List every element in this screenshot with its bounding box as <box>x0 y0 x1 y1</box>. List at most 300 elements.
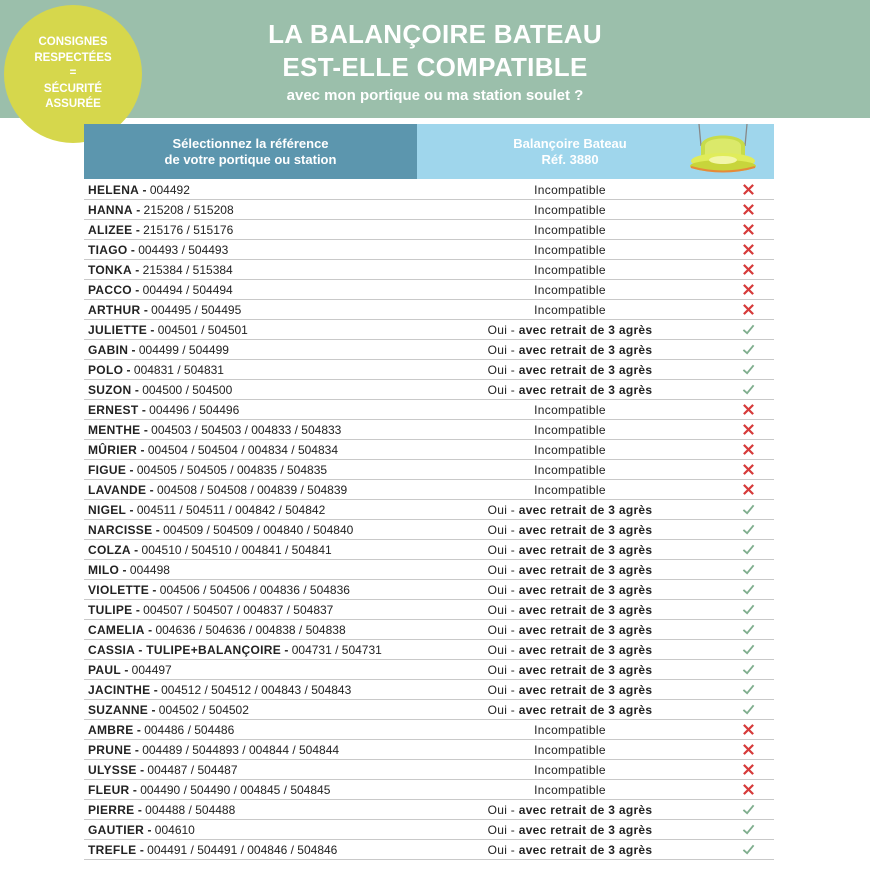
table-row <box>84 400 774 420</box>
separator: - <box>122 562 127 577</box>
compatibility-detail: avec retrait de 3 agrès <box>518 562 653 577</box>
table-row <box>84 380 774 400</box>
table-row <box>84 240 774 260</box>
table-row <box>84 680 774 700</box>
reference-cell <box>84 263 417 277</box>
model-name: ERNEST <box>88 402 139 417</box>
status-mark <box>723 843 774 856</box>
compatibility-cell <box>417 203 723 217</box>
check-icon <box>742 343 755 356</box>
model-name: MILO <box>88 562 120 577</box>
compatibility-cell <box>417 523 723 537</box>
status-mark <box>723 783 774 796</box>
compatibility-cell <box>417 343 723 357</box>
table-row <box>84 800 774 820</box>
cross-icon <box>742 463 755 476</box>
compatibility-detail: avec retrait de 3 agrès <box>518 822 653 837</box>
separator: - <box>136 722 141 737</box>
cross-icon <box>742 443 755 456</box>
table-row <box>84 700 774 720</box>
compatibility-cell <box>417 243 723 257</box>
compatibility-cell <box>417 323 723 337</box>
compatibility-status: Oui - <box>487 582 519 597</box>
reference-cell <box>84 383 417 397</box>
check-icon <box>742 503 755 516</box>
model-name: GABIN <box>88 342 129 357</box>
compatibility-detail: avec retrait de 3 agrès <box>518 542 653 557</box>
compatibility-status: Incompatible <box>534 722 606 737</box>
model-name: FLEUR <box>88 782 130 797</box>
compatibility-status: Incompatible <box>534 182 606 197</box>
model-codes: 004508 / 504508 / 004839 / 504839 <box>157 482 348 497</box>
reference-cell <box>84 483 417 497</box>
title-line-1: LA BALANÇOIRE BATEAU <box>268 19 602 49</box>
model-codes: 004493 / 504493 <box>138 242 229 257</box>
status-mark <box>723 683 774 696</box>
model-name: COLZA <box>88 542 131 557</box>
model-codes: 004731 / 504731 <box>291 642 382 657</box>
compatibility-cell <box>417 303 723 317</box>
status-mark <box>723 463 774 476</box>
compatibility-status: Oui - <box>487 522 519 537</box>
cross-icon <box>742 423 755 436</box>
model-codes: 004502 / 504502 <box>158 702 249 717</box>
model-codes: 215384 / 515384 <box>142 262 233 277</box>
badge-line-4: SÉCURITÉ <box>43 82 103 95</box>
separator: - <box>136 202 141 217</box>
model-name: JULIETTE <box>88 322 148 337</box>
table-row <box>84 260 774 280</box>
table-row <box>84 280 774 300</box>
model-codes: 004496 / 504496 <box>149 402 240 417</box>
separator: - <box>143 422 148 437</box>
reference-cell <box>84 803 417 817</box>
reference-cell <box>84 763 417 777</box>
model-codes: 004500 / 504500 <box>142 382 233 397</box>
compatibility-cell <box>417 783 723 797</box>
compatibility-cell <box>417 363 723 377</box>
reference-cell <box>84 543 417 557</box>
status-mark <box>723 503 774 516</box>
reference-cell <box>84 403 417 417</box>
compatibility-status: Incompatible <box>534 742 606 757</box>
status-mark <box>723 803 774 816</box>
reference-cell <box>84 623 417 637</box>
compatibility-status: Incompatible <box>534 782 606 797</box>
compatibility-cell <box>417 743 723 757</box>
compatibility-status: Incompatible <box>534 402 606 417</box>
separator: - <box>284 642 289 657</box>
reference-cell <box>84 503 417 517</box>
model-name: PAUL <box>88 662 121 677</box>
compatibility-cell <box>417 443 723 457</box>
model-name: TREFLE <box>88 842 137 857</box>
badge-line-1: CONSIGNES <box>38 36 108 49</box>
reference-cell <box>84 423 417 437</box>
reference-cell <box>84 323 417 337</box>
separator: - <box>131 342 136 357</box>
table-row <box>84 420 774 440</box>
table-row <box>84 580 774 600</box>
table-row <box>84 220 774 240</box>
separator: - <box>153 682 158 697</box>
reference-cell <box>84 283 417 297</box>
compatibility-status: Incompatible <box>534 262 606 277</box>
table-row <box>84 720 774 740</box>
compatibility-detail: avec retrait de 3 agrès <box>518 362 653 377</box>
model-codes: 004511 / 504511 / 004842 / 504842 <box>136 502 326 517</box>
cross-icon <box>742 263 755 276</box>
compatibility-status: Oui - <box>487 842 519 857</box>
separator: - <box>134 382 139 397</box>
header-product-column <box>417 124 774 179</box>
reference-cell <box>84 643 417 657</box>
model-name: ULYSSE <box>88 762 137 777</box>
model-codes: 004503 / 504503 / 004833 / 504833 <box>151 422 342 437</box>
compatibility-cell <box>417 583 723 597</box>
reference-cell <box>84 683 417 697</box>
model-codes: 004498 <box>129 562 170 577</box>
compatibility-status: Incompatible <box>534 442 606 457</box>
table-row <box>84 820 774 840</box>
separator: - <box>126 362 131 377</box>
compatibility-status: Incompatible <box>534 242 606 257</box>
compatibility-cell <box>417 543 723 557</box>
reference-cell <box>84 603 417 617</box>
compatibility-cell <box>417 483 723 497</box>
check-icon <box>742 803 755 816</box>
compatibility-status: Oui - <box>487 382 519 397</box>
reference-cell <box>84 703 417 717</box>
compatibility-detail: avec retrait de 3 agrès <box>518 522 653 537</box>
separator: - <box>143 302 148 317</box>
reference-cell <box>84 183 417 197</box>
compatibility-cell <box>417 683 723 697</box>
compatibility-cell <box>417 283 723 297</box>
table-row <box>84 540 774 560</box>
model-name: SUZANNE <box>88 702 149 717</box>
model-codes: 004501 / 504501 <box>157 322 248 337</box>
check-icon <box>742 523 755 536</box>
compatibility-status: Oui - <box>487 682 519 697</box>
compatibility-cell <box>417 703 723 717</box>
reference-cell <box>84 203 417 217</box>
model-name: HANNA <box>88 202 133 217</box>
page-subtitle: avec mon portique ou ma station soulet ? <box>286 87 584 104</box>
separator: - <box>130 242 135 257</box>
cross-icon <box>742 783 755 796</box>
check-icon <box>742 583 755 596</box>
reference-cell <box>84 343 417 357</box>
model-codes: 004489 / 5044893 / 004844 / 504844 <box>142 742 340 757</box>
model-name: MÛRIER <box>88 442 138 457</box>
reference-cell <box>84 723 417 737</box>
reference-cell <box>84 223 417 237</box>
compatibility-status: Oui - <box>487 342 519 357</box>
status-mark <box>723 563 774 576</box>
status-mark <box>723 443 774 456</box>
compatibility-status: Incompatible <box>534 482 606 497</box>
model-name: ARTHUR <box>88 302 141 317</box>
status-mark <box>723 243 774 256</box>
compatibility-detail: avec retrait de 3 agrès <box>518 702 653 717</box>
status-mark <box>723 483 774 496</box>
status-mark <box>723 283 774 296</box>
check-icon <box>742 323 755 336</box>
separator: - <box>155 522 160 537</box>
model-name: PIERRE <box>88 802 135 817</box>
reference-cell <box>84 583 417 597</box>
status-mark <box>723 183 774 196</box>
separator: - <box>137 802 142 817</box>
status-mark <box>723 303 774 316</box>
reference-cell <box>84 303 417 317</box>
compatibility-cell <box>417 463 723 477</box>
compatibility-detail: avec retrait de 3 agrès <box>518 382 653 397</box>
model-codes: 004490 / 504490 / 004845 / 504845 <box>140 782 331 797</box>
table-row <box>84 780 774 800</box>
table-body <box>84 180 774 860</box>
status-mark <box>723 603 774 616</box>
model-codes: 004492 <box>149 182 190 197</box>
model-codes: 004497 <box>131 662 172 677</box>
reference-cell <box>84 663 417 677</box>
badge-line-5: ASSURÉE <box>45 98 101 111</box>
model-codes: 004507 / 504507 / 004837 / 504837 <box>143 602 334 617</box>
status-mark <box>723 663 774 676</box>
separator: - <box>152 582 157 597</box>
cross-icon <box>742 723 755 736</box>
model-name: NIGEL <box>88 502 127 517</box>
status-mark <box>723 623 774 636</box>
model-name: TIAGO <box>88 242 128 257</box>
reference-cell <box>84 563 417 577</box>
compatibility-detail: avec retrait de 3 agrès <box>518 602 653 617</box>
compatibility-detail: avec retrait de 3 agrès <box>518 322 653 337</box>
compatibility-status: Oui - <box>487 362 519 377</box>
model-name: AMBRE <box>88 722 134 737</box>
cross-icon <box>742 203 755 216</box>
separator: - <box>148 622 153 637</box>
compatibility-status: Oui - <box>487 642 519 657</box>
table-row <box>84 600 774 620</box>
cross-icon <box>742 483 755 496</box>
table-row <box>84 660 774 680</box>
check-icon <box>742 383 755 396</box>
status-mark <box>723 363 774 376</box>
reference-cell <box>84 823 417 837</box>
check-icon <box>742 663 755 676</box>
model-codes: 004636 / 504636 / 004838 / 504838 <box>155 622 346 637</box>
compatibility-cell <box>417 603 723 617</box>
status-mark <box>723 223 774 236</box>
header-right-line-1: Balançoire Bateau <box>513 136 627 151</box>
cross-icon <box>742 303 755 316</box>
model-name: FIGUE <box>88 462 127 477</box>
cross-icon <box>742 403 755 416</box>
separator: - <box>135 262 140 277</box>
model-codes: 004610 <box>154 822 195 837</box>
model-name: PACCO <box>88 282 132 297</box>
table-row <box>84 360 774 380</box>
status-mark <box>723 403 774 416</box>
table-row <box>84 560 774 580</box>
table-row <box>84 520 774 540</box>
compatibility-cell <box>417 383 723 397</box>
table-row <box>84 460 774 480</box>
reference-cell <box>84 523 417 537</box>
status-mark <box>723 643 774 656</box>
compatibility-status: Incompatible <box>534 282 606 297</box>
model-name: NARCISSE <box>88 522 153 537</box>
safety-badge <box>4 5 142 143</box>
model-codes: 004486 / 504486 <box>144 722 235 737</box>
model-codes: 004506 / 504506 / 004836 / 504836 <box>159 582 350 597</box>
compatibility-status: Oui - <box>487 562 519 577</box>
model-name: GAUTIER <box>88 822 145 837</box>
compatibility-cell <box>417 183 723 197</box>
status-mark <box>723 763 774 776</box>
compatibility-table <box>84 124 774 860</box>
model-codes: 215208 / 515208 <box>143 202 234 217</box>
model-name: POLO <box>88 362 124 377</box>
model-name: CASSIA - TULIPE+BALANÇOIRE <box>88 642 282 657</box>
compatibility-cell <box>417 503 723 517</box>
compatibility-status: Oui - <box>487 822 519 837</box>
header-right-line-2: Réf. 3880 <box>541 152 599 167</box>
separator: - <box>124 662 129 677</box>
model-name: VIOLETTE <box>88 582 150 597</box>
reference-cell <box>84 463 417 477</box>
status-mark <box>723 323 774 336</box>
compatibility-status: Incompatible <box>534 762 606 777</box>
separator: - <box>141 402 146 417</box>
check-icon <box>742 703 755 716</box>
table-row <box>84 320 774 340</box>
compatibility-detail: avec retrait de 3 agrès <box>518 682 653 697</box>
badge-line-3: = <box>69 67 77 80</box>
header-reference-column <box>84 124 417 179</box>
separator: - <box>135 222 140 237</box>
title-line-2: EST-ELLE COMPATIBLE <box>282 52 588 82</box>
separator: - <box>150 322 155 337</box>
separator: - <box>139 842 144 857</box>
model-name: SUZON <box>88 382 132 397</box>
separator: - <box>129 502 134 517</box>
status-mark <box>723 823 774 836</box>
table-row <box>84 500 774 520</box>
cross-icon <box>742 763 755 776</box>
compatibility-cell <box>417 563 723 577</box>
status-mark <box>723 543 774 556</box>
table-row <box>84 640 774 660</box>
table-row <box>84 760 774 780</box>
model-codes: 004509 / 504509 / 004840 / 504840 <box>163 522 354 537</box>
reference-cell <box>84 743 417 757</box>
compatibility-detail: avec retrait de 3 agrès <box>518 502 653 517</box>
compatibility-cell <box>417 423 723 437</box>
separator: - <box>140 442 145 457</box>
compatibility-status: Oui - <box>487 802 519 817</box>
compatibility-status: Oui - <box>487 502 519 517</box>
status-mark <box>723 523 774 536</box>
compatibility-status: Incompatible <box>534 302 606 317</box>
model-codes: 004512 / 504512 / 004843 / 504843 <box>161 682 352 697</box>
reference-cell <box>84 243 417 257</box>
check-icon <box>742 603 755 616</box>
model-name: MENTHE <box>88 422 141 437</box>
reference-cell <box>84 843 417 857</box>
check-icon <box>742 683 755 696</box>
model-codes: 004505 / 504505 / 004835 / 504835 <box>136 462 328 477</box>
compatibility-status: Oui - <box>487 542 519 557</box>
cross-icon <box>742 183 755 196</box>
separator: - <box>132 782 137 797</box>
check-icon <box>742 543 755 556</box>
compatibility-detail: avec retrait de 3 agrès <box>518 662 653 677</box>
model-codes: 004510 / 504510 / 004841 / 504841 <box>141 542 332 557</box>
model-name: LAVANDE <box>88 482 147 497</box>
check-icon <box>742 643 755 656</box>
cross-icon <box>742 283 755 296</box>
model-name: TONKA <box>88 262 132 277</box>
compatibility-status: Incompatible <box>534 202 606 217</box>
table-row <box>84 440 774 460</box>
compatibility-status: Oui - <box>487 702 519 717</box>
header-left-line-2: de votre portique ou station <box>164 151 337 167</box>
check-icon <box>742 823 755 836</box>
table-row <box>84 840 774 860</box>
table-row <box>84 340 774 360</box>
cross-icon <box>742 743 755 756</box>
table-row <box>84 200 774 220</box>
model-name: PRUNE <box>88 742 132 757</box>
separator: - <box>149 482 154 497</box>
compatibility-status: Incompatible <box>534 222 606 237</box>
model-codes: 215176 / 515176 <box>143 222 234 237</box>
status-mark <box>723 343 774 356</box>
compatibility-cell <box>417 223 723 237</box>
compatibility-cell <box>417 823 723 837</box>
model-name: ALIZEE <box>88 222 133 237</box>
page-title <box>170 18 700 84</box>
table-row <box>84 740 774 760</box>
model-codes: 004831 / 504831 <box>133 362 224 377</box>
model-codes: 004495 / 504495 <box>151 302 242 317</box>
cross-icon <box>742 243 755 256</box>
status-mark <box>723 703 774 716</box>
status-mark <box>723 383 774 396</box>
reference-cell <box>84 783 417 797</box>
compatibility-detail: avec retrait de 3 agrès <box>518 342 653 357</box>
separator: - <box>140 762 145 777</box>
compatibility-detail: avec retrait de 3 agrès <box>518 582 653 597</box>
separator: - <box>134 542 139 557</box>
status-mark <box>723 263 774 276</box>
header-left-line-1: Sélectionnez la référence <box>172 135 329 151</box>
separator: - <box>142 182 147 197</box>
compatibility-detail: avec retrait de 3 agrès <box>518 802 653 817</box>
check-icon <box>742 623 755 636</box>
separator: - <box>134 742 139 757</box>
compatibility-status: Oui - <box>487 662 519 677</box>
model-codes: 004499 / 504499 <box>138 342 229 357</box>
compatibility-cell <box>417 843 723 857</box>
model-name: CAMELIA <box>88 622 145 637</box>
cross-icon <box>742 223 755 236</box>
model-codes: 004491 / 504491 / 004846 / 504846 <box>147 842 338 857</box>
compatibility-cell <box>417 623 723 637</box>
